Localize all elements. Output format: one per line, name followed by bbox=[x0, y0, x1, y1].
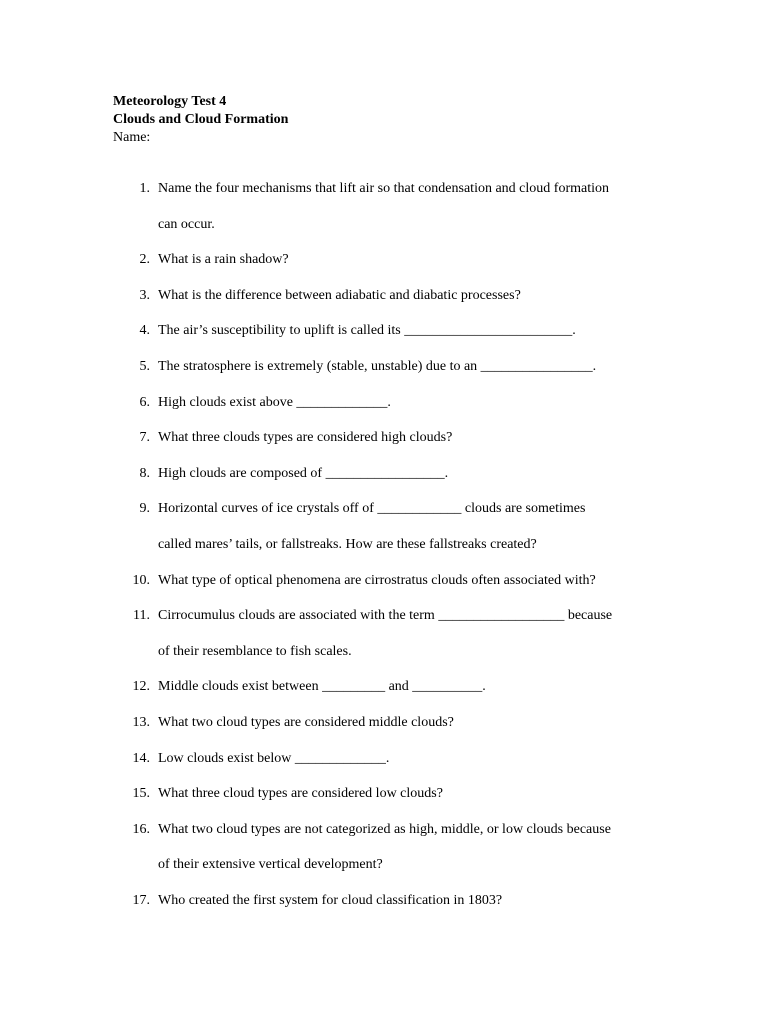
question-number: 1. bbox=[139, 181, 150, 196]
question-number: 15. bbox=[132, 786, 150, 802]
question-text: can occur. bbox=[158, 216, 215, 232]
question-text: What three cloud types are considered low clouds? bbox=[158, 786, 443, 802]
name-label: Name: bbox=[113, 130, 151, 145]
question-list bbox=[120, 180, 660, 927]
question-text: What is the difference between adiabatic and diabatic processes? bbox=[158, 287, 521, 303]
question-number: 13. bbox=[132, 714, 150, 730]
question-number: 14. bbox=[132, 750, 150, 766]
question-text: What type of optical phenomena are cirrostratus clouds often associated with? bbox=[158, 572, 596, 588]
question-item bbox=[120, 607, 660, 661]
question-number: 17. bbox=[132, 892, 150, 908]
question-item bbox=[120, 714, 660, 732]
question-number: 11. bbox=[133, 608, 150, 624]
question-text: What three clouds types are considered high clouds? bbox=[158, 430, 453, 446]
question-text: High clouds exist above _____________. bbox=[158, 394, 391, 410]
question-item bbox=[120, 572, 660, 590]
question-text: of their extensive vertical development? bbox=[158, 857, 383, 873]
question-text: Who created the first system for cloud classification in 1803? bbox=[158, 892, 503, 908]
question-item bbox=[120, 394, 660, 412]
question-text: called mares’ tails, or fallstreaks. How are these fallstreaks created? bbox=[158, 536, 537, 552]
question-number: 5. bbox=[139, 358, 150, 374]
question-text: The air’s susceptibility to uplift is called its ________________________. bbox=[158, 323, 576, 339]
question-number: 2. bbox=[139, 252, 150, 268]
question-number: 8. bbox=[139, 465, 150, 481]
question-item bbox=[120, 429, 660, 447]
question-item bbox=[120, 785, 660, 803]
question-item bbox=[120, 678, 660, 696]
question-item bbox=[120, 251, 660, 269]
question-text: The stratosphere is extremely (stable, unstable) due to an ________________. bbox=[158, 358, 597, 374]
question-number: 4. bbox=[139, 323, 150, 339]
test-topic: Clouds and Cloud Formation bbox=[113, 112, 289, 127]
question-item bbox=[120, 750, 660, 768]
question-item bbox=[120, 465, 660, 483]
question-item bbox=[120, 287, 660, 305]
question-item bbox=[120, 500, 660, 554]
question-text: of their resemblance to fish scales. bbox=[158, 643, 352, 659]
question-text: What two cloud types are not categorized as high, middle, or low clouds because bbox=[158, 821, 611, 837]
question-text: What two cloud types are considered middle clouds? bbox=[158, 714, 454, 730]
question-item bbox=[120, 892, 660, 910]
question-item bbox=[120, 358, 660, 376]
question-number: 3. bbox=[139, 287, 150, 303]
question-text: Horizontal curves of ice crystals off of ____________ clouds are sometimes bbox=[158, 501, 586, 517]
course-title: Meteorology Test 4 bbox=[113, 94, 227, 109]
question-text: Middle clouds exist between _________ and __________. bbox=[158, 679, 486, 695]
question-item bbox=[120, 180, 660, 234]
question-number: 6. bbox=[139, 394, 150, 410]
question-text: What is a rain shadow? bbox=[158, 252, 289, 268]
question-number: 12. bbox=[132, 679, 150, 695]
document-header bbox=[113, 93, 288, 147]
question-text: Name the four mechanisms that lift air so that condensation and cloud formation bbox=[158, 181, 609, 196]
question-number: 9. bbox=[139, 501, 150, 517]
question-item bbox=[120, 821, 660, 875]
question-number: 10. bbox=[132, 572, 150, 588]
question-number: 16. bbox=[132, 821, 150, 837]
question-item bbox=[120, 322, 660, 340]
question-text: High clouds are composed of _________________. bbox=[158, 465, 449, 481]
question-text: Cirrocumulus clouds are associated with the term __________________ because bbox=[158, 608, 613, 624]
question-number: 7. bbox=[139, 430, 150, 446]
question-text: Low clouds exist below _____________. bbox=[158, 750, 390, 766]
